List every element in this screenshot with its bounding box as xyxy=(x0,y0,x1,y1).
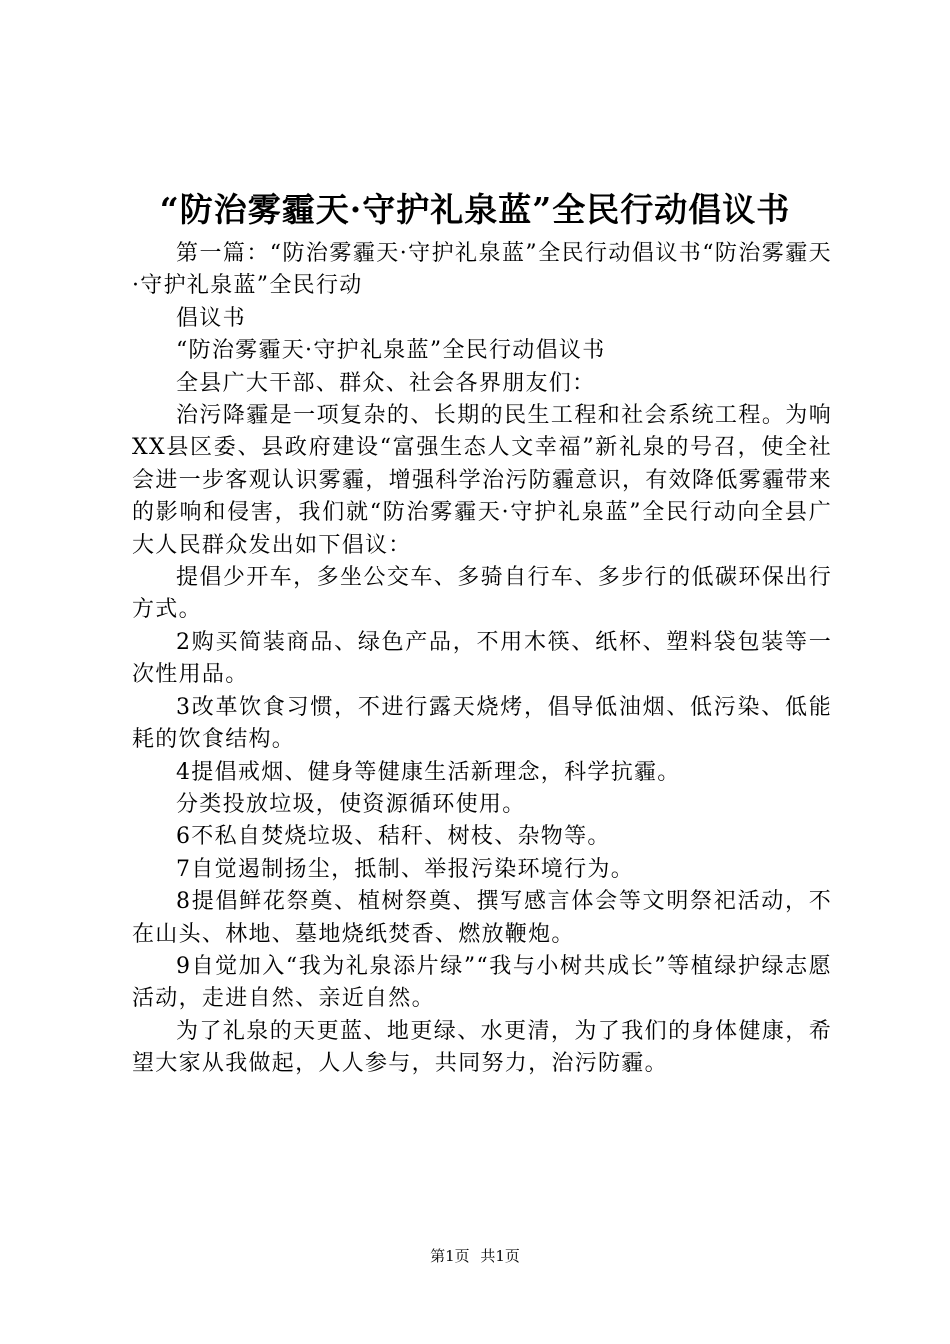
paragraph: 提倡少开车，多坐公交车、多骑自行车、多步行的低碳环保出行方式。 xyxy=(132,565,832,623)
paragraph: 分类投放垃圾，使资源循环使用。 xyxy=(176,791,526,817)
page-footer xyxy=(0,1246,950,1266)
paragraph: 第一篇：“防治雾霾天·守护礼泉蓝”全民行动倡议书“防治雾霾天·守护礼泉蓝”全民行动 xyxy=(132,241,832,299)
paragraph: 8提倡鲜花祭奠、植树祭奠、撰写感言体会等文明祭祀活动，不在山头、林地、墓地烧纸焚香、燃放鞭炮。 xyxy=(132,889,832,947)
paragraph: 7自觉遏制扬尘，抵制、举报污染环境行为。 xyxy=(176,856,634,882)
paragraph: 2购买简装商品、绿色产品，不用木筷、纸杯、塑料袋包装等一次性用品。 xyxy=(132,629,832,688)
paragraph: 全县广大干部、群众、社会各界朋友们： xyxy=(176,370,596,396)
page-number-total: 共1页 xyxy=(480,1247,520,1265)
document-body xyxy=(132,238,832,1081)
paragraph: 3改革饮食习惯，不进行露天烧烤，倡导低油烟、低污染、低能耗的饮食结构。 xyxy=(132,694,832,753)
paragraph: “防治雾霾天·守护礼泉蓝”全民行动倡议书 xyxy=(176,338,606,364)
document-title: “防治雾霾天·守护礼泉蓝”全民行动倡议书 xyxy=(159,190,791,229)
paragraph: 为了礼泉的天更蓝、地更绿、水更清，为了我们的身体健康，希望大家从我做起，人人参与，共同努力，治污防霾。 xyxy=(132,1018,832,1077)
page-number-current: 第1页 xyxy=(430,1247,470,1265)
paragraph: 倡议书 xyxy=(176,305,246,331)
paragraph: 治污降霾是一项复杂的、长期的民生工程和社会系统工程。为响XX县区委、县政府建设“富强生态人文幸福”新礼泉的号召，使全社会进一步客观认识雾霾，增强科学治污防霾意识，有效降低雾霾带来的影响和侵害，我们就“防治雾霾天·守护礼泉蓝”全民行动向全县广大人民群众发出如下倡议： xyxy=(132,403,832,558)
paragraph: 6不私自焚烧垃圾、秸秆、树枝、杂物等。 xyxy=(176,824,611,850)
paragraph: 4提倡戒烟、健身等健康生活新理念，科学抗霾。 xyxy=(176,759,681,785)
paragraph: 9自觉加入“我为礼泉添片绿”“我与小树共成长”等植绿护绿志愿活动，走进自然、亲近自然。 xyxy=(132,953,832,1012)
